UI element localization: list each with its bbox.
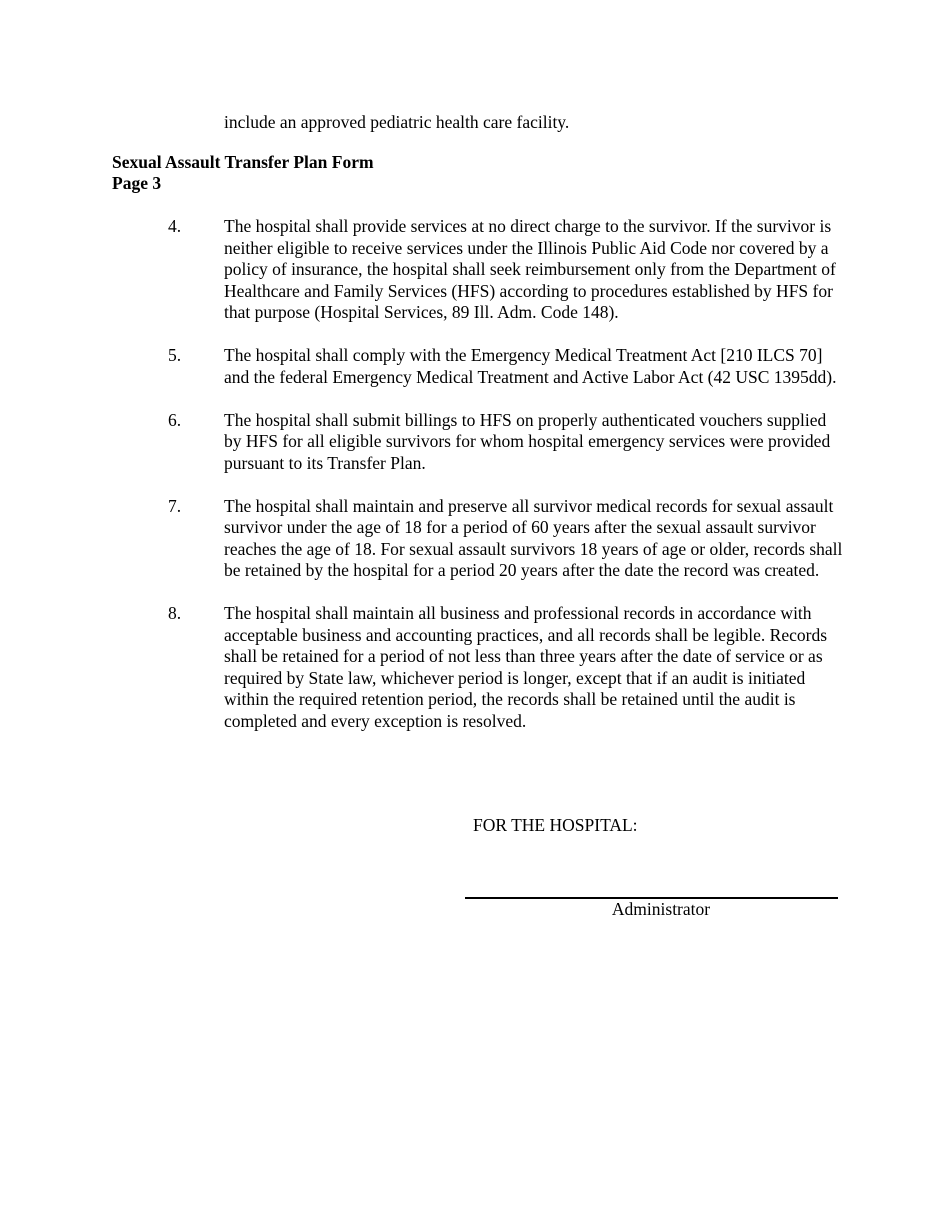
carryover-text: include an approved pediatric health care facility. <box>224 112 570 132</box>
numbered-items-list <box>168 216 844 754</box>
item-text: The hospital shall submit billings to HFS on properly authenticated vouchers supplied by HFS for all eligible survivors for whom hospital emergency services were provided pursuant to its Transfer Plan. <box>224 409 831 473</box>
list-item <box>168 496 844 582</box>
item-number: 7. <box>168 495 182 516</box>
item-text: The hospital shall provide services at no direct charge to the survivor. If the survivor is neither eligible to receive services under the Illinois Public Aid Code nor covered by a policy of insurance, the hospital shall seek reimbursement only from the Department of Healthcare and Family Services (HFS) according to procedures established by HFS for that purpose (Hospital Services, 89 Ill. Adm. Code 148). <box>224 216 836 322</box>
form-title: Sexual Assault Transfer Plan Form <box>112 152 374 172</box>
item-text: The hospital shall maintain all business and professional records in accordance with acceptable business and accounting practices, and all records shall be legible. Records shall be retained for a period of not less than three years after the date of service or as required by State law, whichever period is longer, except that if an audit is initiated within the required retention period, the records shall be retained until the audit is completed and every exception is resolved. <box>224 603 828 731</box>
form-heading <box>112 152 374 194</box>
for-hospital-label: FOR THE HOSPITAL: <box>473 815 638 835</box>
item-number: 4. <box>168 216 182 236</box>
list-item <box>168 603 844 732</box>
item-number: 6. <box>168 409 182 430</box>
item-text: The hospital shall maintain and preserve all survivor medical records for sexual assault survivor under the age of 18 for a period of 60 years after the sexual assault survivor reaches the age of 18. For sexual assault survivors 18 years of age or older, records shall be retained by the hospital for a period 20 years after the date the record was created. <box>224 495 843 580</box>
item-number: 8. <box>168 603 182 623</box>
signature-role-label: Administrator <box>611 899 711 919</box>
list-item <box>168 345 844 388</box>
list-item <box>168 216 844 324</box>
item-number: 5. <box>168 345 182 365</box>
page-number: Page 3 <box>112 173 162 193</box>
item-text: The hospital shall comply with the Emergency Medical Treatment Act [210 ILCS 70] and the federal Emergency Medical Treatment and Active Labor Act (42 USC 1395dd). <box>224 345 837 387</box>
list-item <box>168 410 844 475</box>
